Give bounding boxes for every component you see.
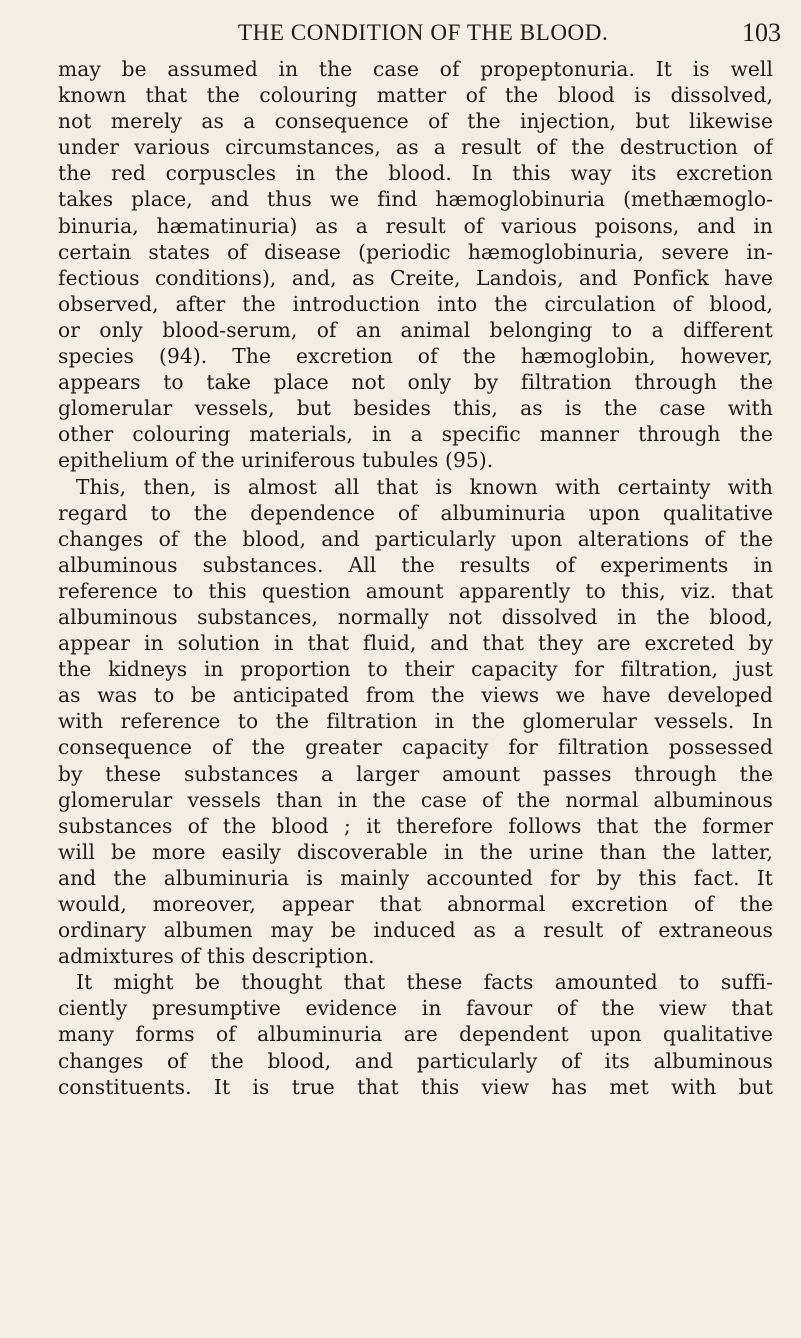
page-header xyxy=(58,20,781,54)
paragraph-end-line: admixtures of this description. xyxy=(58,944,375,969)
text-line: will be more easily discoverable in the urine than the latter, xyxy=(58,839,773,864)
text-line: glomerular vessels than in the case of the normal albuminous xyxy=(58,787,773,812)
text-line: ordinary albumen may be induced as a result of extraneous xyxy=(58,918,773,943)
text-line: would, moreover, appear that abnormal excretion of the xyxy=(58,892,773,916)
text-line: fectious conditions), and, as Creite, Landois, and Ponfick have xyxy=(58,265,773,290)
text-line: observed, after the introduction into the circulation of blood, xyxy=(58,291,773,316)
text-line: changes of the blood, and particularly upon alterations of the xyxy=(58,526,773,551)
text-line: the kidneys in proportion to their capacity for filtration, just xyxy=(58,657,773,682)
text-line: albuminous substances. All the results of experiments in xyxy=(58,552,773,577)
text-line: as was to be anticipated from the views we have developed xyxy=(58,683,773,708)
text-line: or only blood-serum, of an animal belonging to a different xyxy=(58,317,773,342)
running-head: THE CONDITION OF THE BLOOD. xyxy=(238,20,609,45)
text-line: appears to take place not only by filtration through the xyxy=(58,370,773,395)
text-line: known that the colouring matter of the blood is dissolved, xyxy=(58,83,773,108)
text-line: constituents. It is true that this view has met with but xyxy=(58,1074,773,1099)
text-line: substances of the blood ; it therefore follows that the former xyxy=(58,813,773,838)
text-line: may be assumed in the case of propeptonuria. It is well xyxy=(58,57,773,81)
text-line: reference to this question amount apparently to this, viz. that xyxy=(58,578,773,603)
text-line: species (94). The excretion of the hæmoglobin, however, xyxy=(58,344,773,369)
text-line: and the albuminuria is mainly accounted for by this fact. It xyxy=(58,865,773,890)
text-line: changes of the blood, and particularly of its albuminous xyxy=(58,1048,773,1073)
text-line: the red corpuscles in the blood. In this way its excretion xyxy=(58,161,773,186)
text-line: takes place, and thus we find hæmoglobinuria (methæmoglo- xyxy=(58,187,773,212)
body-text xyxy=(58,56,773,1100)
text-line: binuria, hæmatinuria) as a result of various poisons, and in xyxy=(58,213,773,238)
paragraph-start-line: It might be thought that these facts amounted to suffi- xyxy=(76,970,773,995)
text-line: glomerular vessels, but besides this, as is the case with xyxy=(58,396,773,421)
text-line: regard to the dependence of albuminuria upon qualitative xyxy=(58,500,773,525)
text-line: ciently presumptive evidence in favour of the view that xyxy=(58,996,773,1021)
paragraph-start-line: This, then, is almost all that is known with certainty with xyxy=(76,474,773,499)
text-line: appear in solution in that fluid, and that they are excreted by xyxy=(58,631,773,656)
text-line: many forms of albuminuria are dependent upon qualitative xyxy=(58,1022,773,1047)
text-line: not merely as a consequence of the injection, but likewise xyxy=(58,109,773,134)
text-line: consequence of the greater capacity for filtration possessed xyxy=(58,735,773,760)
text-line: other colouring materials, in a specific manner through the xyxy=(58,422,773,447)
paragraph-end-line: epithelium of the uriniferous tubules (95). xyxy=(58,448,494,473)
text-line: certain states of disease (periodic hæmoglobinuria, severe in- xyxy=(58,239,773,264)
text-line: under various circumstances, as a result of the destruction of xyxy=(58,135,773,160)
page-number: 103 xyxy=(742,18,781,47)
text-line: albuminous substances, normally not dissolved in the blood, xyxy=(58,604,773,629)
text-line: with reference to the filtration in the glomerular vessels. In xyxy=(58,709,773,734)
text-line: by these substances a larger amount passes through the xyxy=(58,761,773,786)
